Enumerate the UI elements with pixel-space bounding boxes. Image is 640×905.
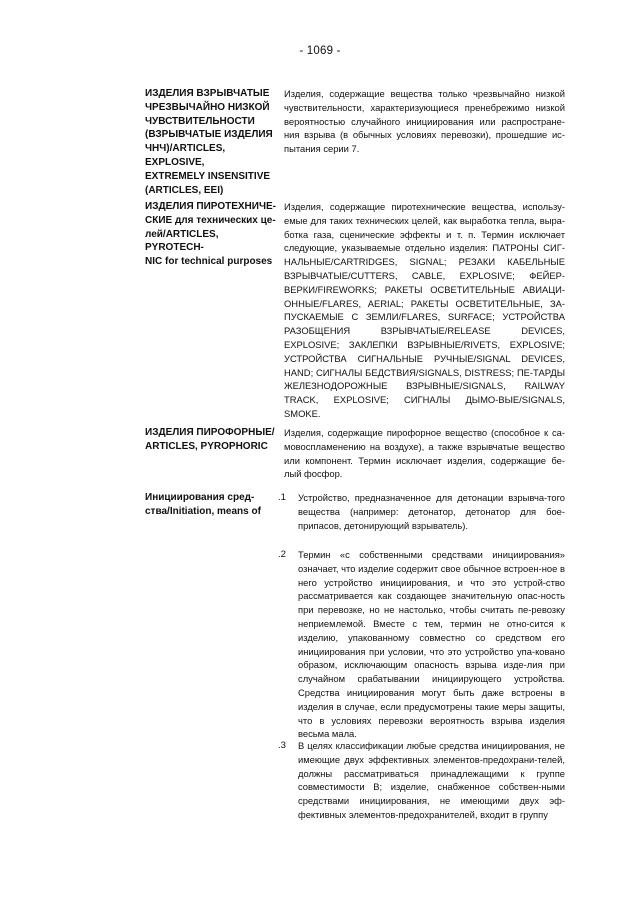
entry-definition: Изделия, содержащие пиротехнические вещества, использу-емые для таких технических целей, как выработка тепла, выра-ботка газа, сценические эффекты и т. п. Термин исключает следующие, указываемые отдельно изделия: ПАТРОНЫ СИГ-НАЛЬНЫЕ/CARTRIDGES, SIGNAL; РЕЗАКИ КАБЕЛЬНЫЕ ВЗРЫВЧАТЫЕ/CUTTERS, CABLE, EXPLOSIVE; ФЕЙЕР-ВЕРКИ/FIREWORKS; РАКЕТЫ ОСВЕТИТЕЛЬНЫЕ АВИАЦИ-ОННЫЕ/FLARES, AERIAL; РАКЕТЫ ОСВЕТИТЕЛЬНЫЕ, ЗА-ПУСКАЕМЫЕ С ЗЕМЛИ/FLARES, SURFACE; УСТРОЙСТВА РАЗОБЩЕНИЯ ВЗРЫВЧАТЫЕ/RELEASE DEVICES, EXPLOSIVE; ЗАКЛЕПКИ ВЗРЫВНЫЕ/RIVETS, EXPLOSIVE; УСТРОЙСТВА СИГНАЛЬНЫЕ РУЧНЫЕ/SIGNAL DEVICES, HAND; СИГНАЛЫ БЕДСТВИЯ/SIGNALS, DISTRESS; ПЕ-ТАРДЫ ЖЕЛЕЗНОДОРОЖНЫЕ ВЗРЫВНЫЕ/SIGNALS, RAILWAY TRACK, EXPLOSIVE; СИГНАЛЫ ДЫМО-ВЫЕ/SIGNALS, SMOKE. — [284, 201, 565, 419]
entry-term: ИЗДЕЛИЯ ВЗРЫВЧАТЫЕ ЧРЕЗВЫЧАЙНО НИЗКОЙ ЧУВСТВИТЕЛЬНОСТИ (ВЗРЫВЧАТЫЕ ИЗДЕЛИЯ ЧНЧ)/ARTICLES, EXPLOSIVE, EXTREMELY INSENSITIVE (ARTICLES, EEI) — [145, 88, 273, 196]
paragraph-text: Термин «с собственными средствами инициирования» означает, что изделие содержит свое обычное встроен-ное в него устройство инициирования, и что это устрой-ство рассматривается как создающее значительную опас-ность при перевозке, но не настолько, чтобы считать пе-ревозку неприемлемой. Вместе с тем, термин не отно-сится к изделию, упакованному совместно со средством его инициирования при условии, что это устройство упа-ковано образом, исключающим опасность взрыва изде-лия при случайном срабатывании инициирующего устройства. Средства инициирования могут быть даже встроены в изделия в случае, если предусмотрены такие меры защиты, что в условиях перевозки вероятность взрыва изделия весьма мала. — [298, 549, 565, 740]
entry-definition: Изделия, содержащие пирофорное вещество (способное к са-мовоспламенению на воздухе), а также взрывчатые вещество или компонент. Термин исключает изделия, содержащие бе-лый фосфор. — [284, 427, 565, 480]
entry-term: Инициирования сред- ства/Initiation, means of — [145, 492, 261, 517]
page-number: - 1069 - — [299, 45, 341, 57]
entry-definition: Изделия, содержащие вещества только чрезвычайно низкой чувствительности, характеризующиеся пренебрежимо низкой вероятностью случайного инициирования или распростране-ния взрыва (в обычных условиях перевозки), прошедшие ис-пытания серии 7. — [284, 88, 565, 155]
paragraph-number: .1 — [278, 492, 287, 503]
entry-term: ИЗДЕЛИЯ ПИРОТЕХНИЧЕ- СКИЕ для технических це- лей/ARTICLES, PYROTECH- NIC for technical purposes — [145, 201, 276, 268]
paragraph-text: В целях классификации любые средства инициирования, не имеющие двух эффективных элементов-предохрани-телей, должны рассматриваться принадлежащими к группе совместимости B; изделие, снабженное собствен-ными средствами инициирования, не имеющими двух эф-фективных элементов-предохранителей, входит в группу — [298, 740, 565, 820]
entry-term: ИЗДЕЛИЯ ПИРОФОРНЫЕ/ ARTICLES, PYROPHORIC — [145, 427, 275, 452]
paragraph-number: .3 — [278, 740, 287, 751]
paragraph-number: .2 — [278, 549, 287, 560]
paragraph-text: Устройство, предназначенное для детонации взрывча-того вещества (например: детонатор, детонатор для бое-припасов, детонирующий взрыватель). — [298, 492, 565, 531]
